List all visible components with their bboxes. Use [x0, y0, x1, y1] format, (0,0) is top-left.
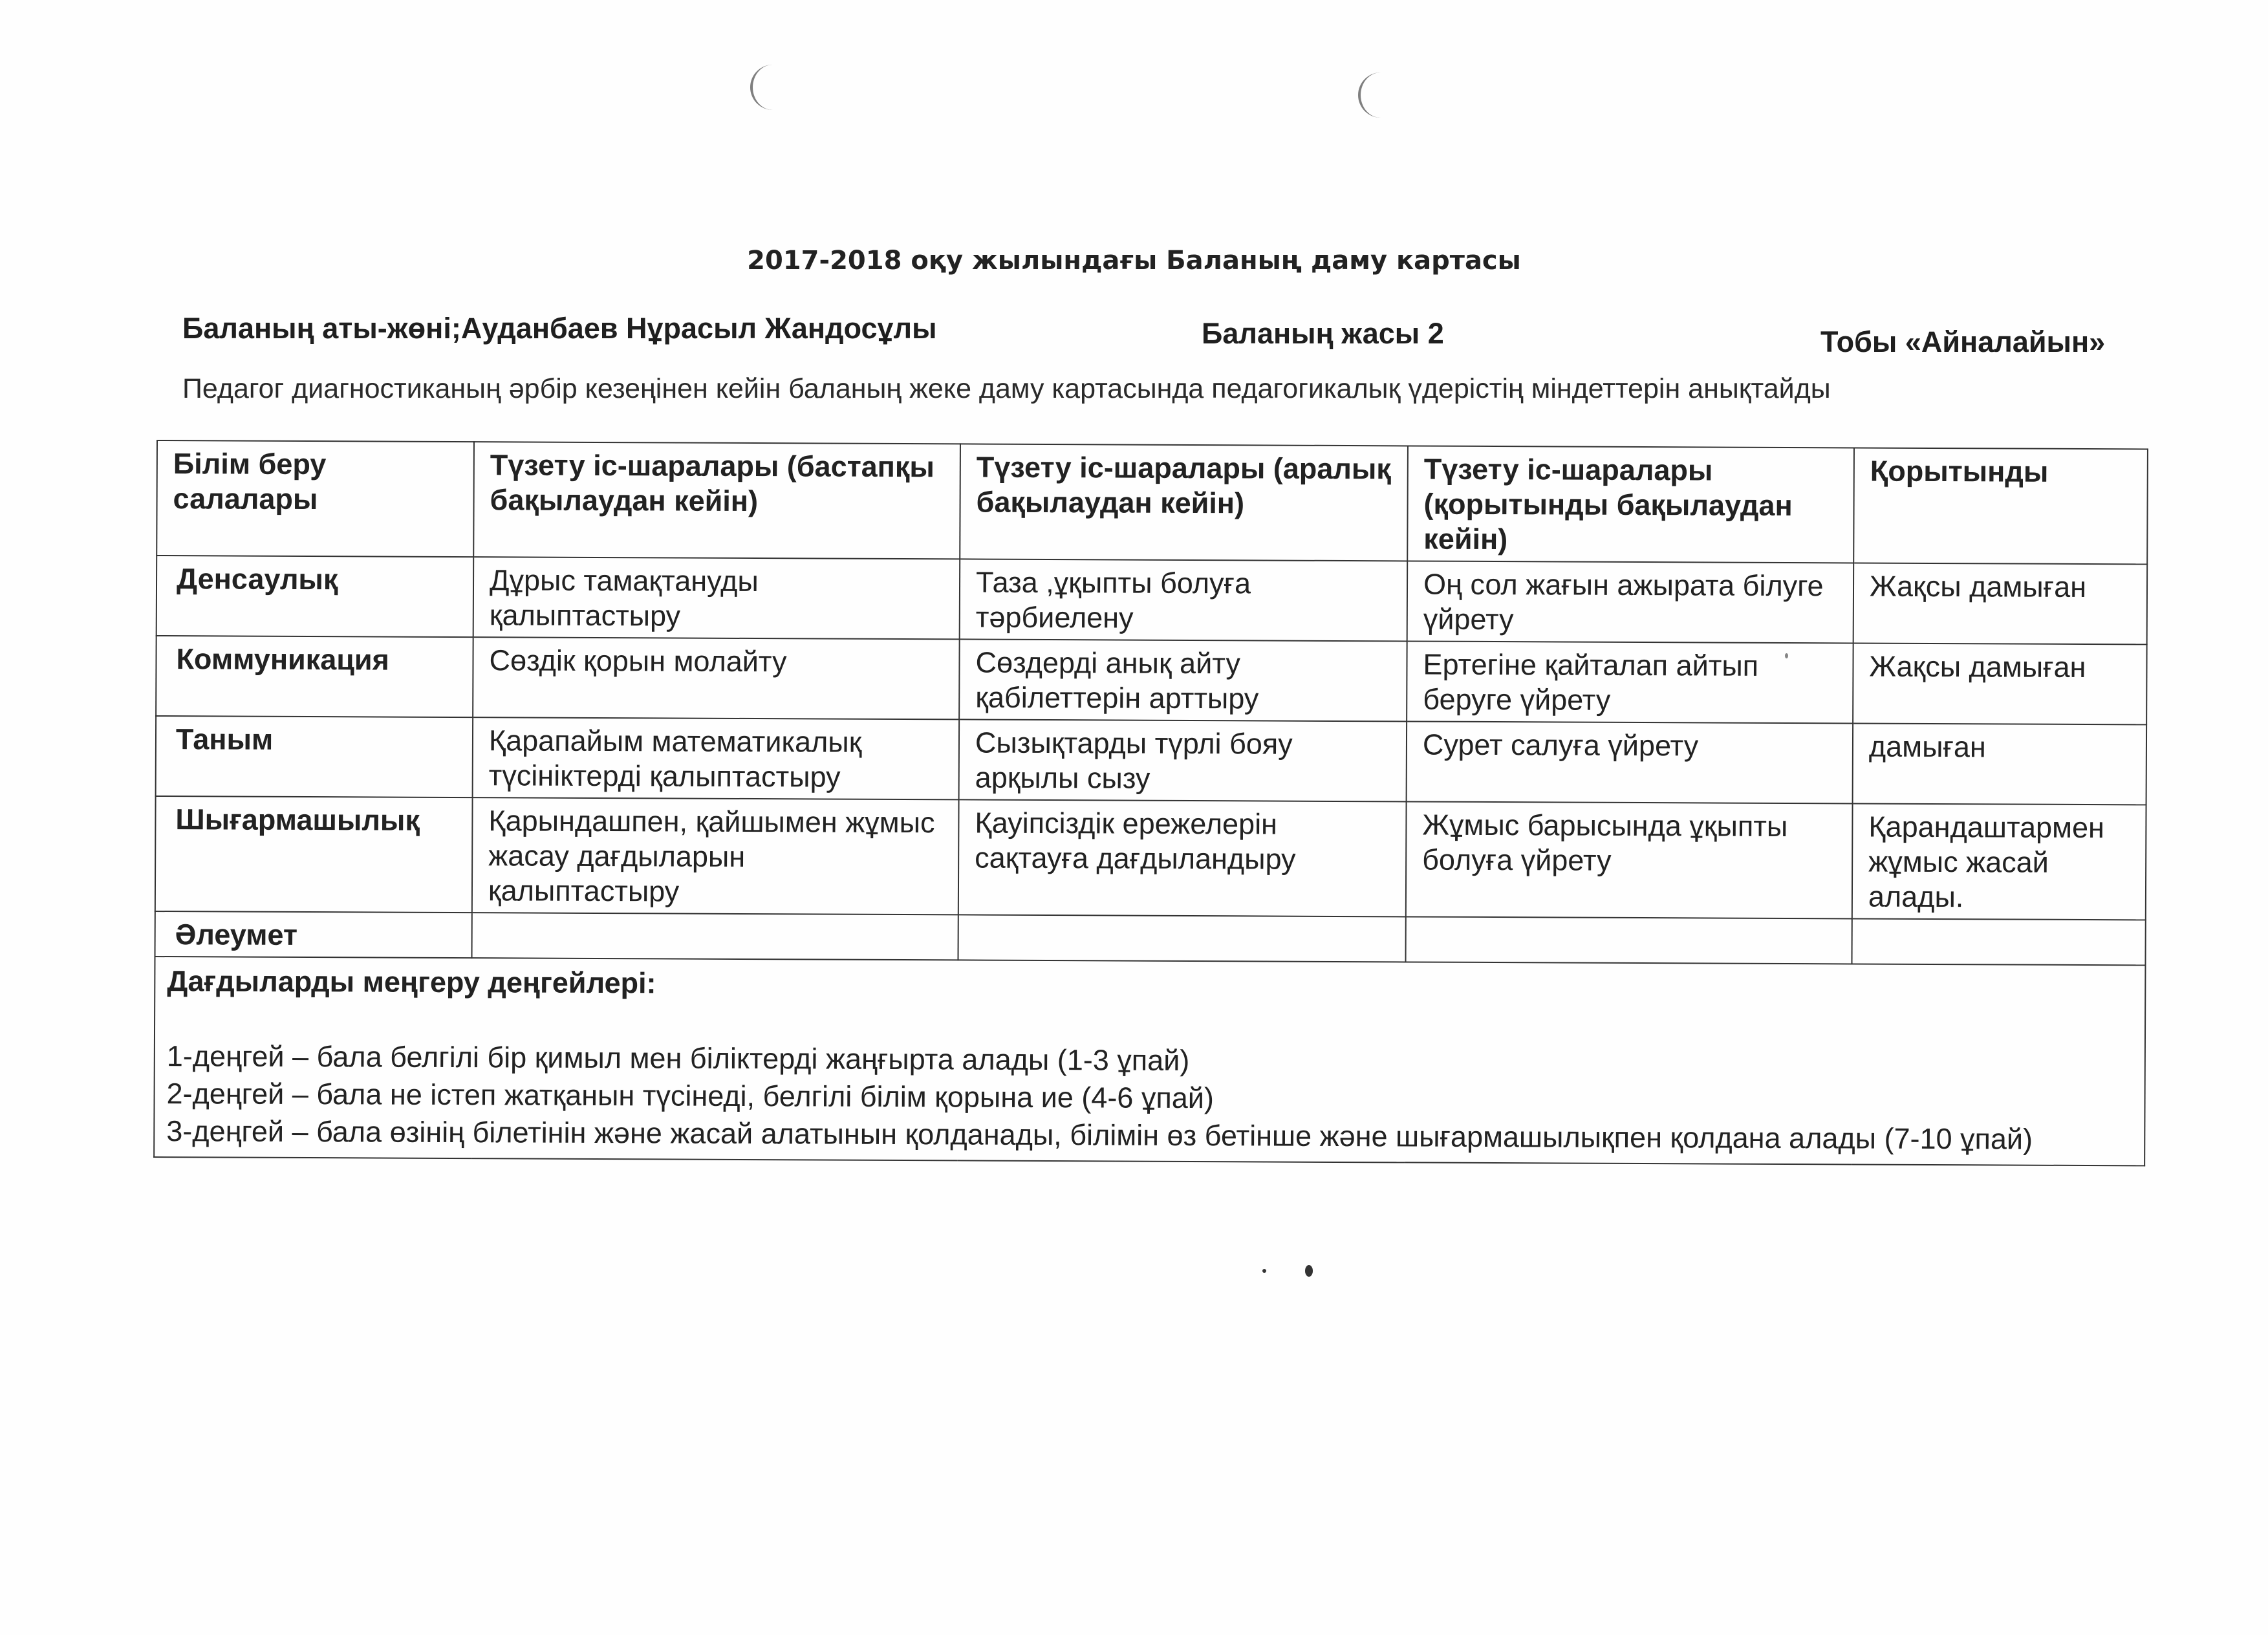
cell-initial: Сөздік қорын молайту: [473, 637, 960, 719]
intro-text: Педагог диагностиканың әрбір кезеңінен кейін баланың жеке даму картасында педагогикалық үдерістің міндеттерін анықтайды: [182, 373, 1831, 404]
scan-speck: [1262, 1269, 1266, 1273]
cell-final: Сурет салуға үйрету: [1407, 721, 1853, 803]
skill-level-3: 3-деңгей – бала өзінің білетінін және жасай алатынын қолданады, білімін өз бетінше және шығармашылықпен қолдана алады (7-10 ұпай): [166, 1114, 2033, 1156]
cell-area: Коммуникация: [156, 636, 473, 717]
development-card-table: [153, 440, 2148, 1166]
cell-result: дамыған: [1853, 723, 2147, 805]
table-row: [156, 716, 2147, 805]
header-result: Қорытынды: [1853, 448, 2148, 564]
cell-initial: Дұрыс тамақтануды қалыптастыру: [473, 557, 960, 639]
cell-result: Жақсы дамыған: [1853, 643, 2147, 724]
cell-initial: [472, 913, 958, 960]
scan-speck: [1305, 1265, 1313, 1277]
skill-levels-title: Дағдыларды меңгеру деңгейлері:: [167, 964, 656, 1000]
cell-final: Жұмыс барысында ұқыпты болуға үйрету: [1406, 801, 1853, 918]
child-group: Тобы «Айналайын»: [1820, 325, 2106, 358]
cell-final: [1405, 916, 1852, 964]
table-header-row: [157, 440, 2148, 564]
cell-area: Әлеумет: [155, 911, 472, 958]
cell-result: [1852, 918, 2145, 965]
skill-levels-cell: [154, 957, 2145, 1165]
cell-result: Қарандаштармен жұмыс жасай алады.: [1852, 803, 2146, 920]
levels-row: [154, 957, 2145, 1165]
skill-level-1: 1-деңгей – бала белгілі бір қимыл мен біліктерді жаңғырта алады (1-3 ұпай): [166, 1039, 1190, 1077]
header-education-areas: Білім беру салалары: [157, 440, 474, 557]
table-row: [156, 636, 2147, 724]
cell-result: Жақсы дамыған: [1853, 563, 2148, 644]
document-title: 2017-2018 оқу жылындағы Баланың даму картасы: [747, 246, 1521, 276]
cell-area: Денсаулық: [157, 556, 474, 637]
table-row: [157, 556, 2148, 644]
cell-area: Таным: [156, 716, 473, 797]
cell-intermediate: Сөздерді анық айту қабілеттерін арттыру: [959, 639, 1407, 721]
header-final-measures: Түзету іс-шаралары (қорытынды бақылаудан кейін): [1407, 446, 1854, 563]
punch-hole-mark: [750, 65, 779, 110]
cell-intermediate: Сызықтарды түрлі бояу арқылы сызу: [959, 719, 1407, 801]
child-age: Баланың жасы 2: [1202, 317, 1444, 350]
cell-intermediate: Таза ,ұқыпты болуға тәрбиелену: [960, 559, 1408, 641]
cell-intermediate: [958, 915, 1406, 962]
punch-hole-mark: [1358, 72, 1387, 118]
header-initial-measures: Түзету іс-шаралары (бастапқы бақылаудан кейін): [473, 442, 960, 559]
cell-initial: Қарындашпен, қайшымен жұмыс жасау дағдыларын қалыптастыру: [472, 797, 959, 915]
table-row: [155, 911, 2146, 965]
skill-level-2: 2-деңгей – бала не істеп жатқанын түсінеді, белгілі білім қорына ие (4-6 ұпай): [166, 1077, 1215, 1115]
table-row: [155, 796, 2146, 920]
child-name: Баланың аты-жөні;Ауданбаев Нұрасыл Жандосұлы: [182, 312, 937, 345]
cell-initial: Қарапайым математикалық түсініктерді қалыптастыру: [473, 717, 960, 799]
cell-area: Шығармашылық: [155, 796, 473, 913]
cell-final: Оң сол жағын ажырата білуге үйрету: [1407, 561, 1854, 643]
cell-final: Ертегіне қайталап айтып беруге үйрету: [1407, 641, 1853, 723]
cell-intermediate: Қауіпсіздік ережелерін сақтауға дағдыландыру: [958, 799, 1407, 916]
header-intermediate-measures: Түзету іс-шаралары (аралық бақылаудан кейін): [960, 444, 1408, 561]
